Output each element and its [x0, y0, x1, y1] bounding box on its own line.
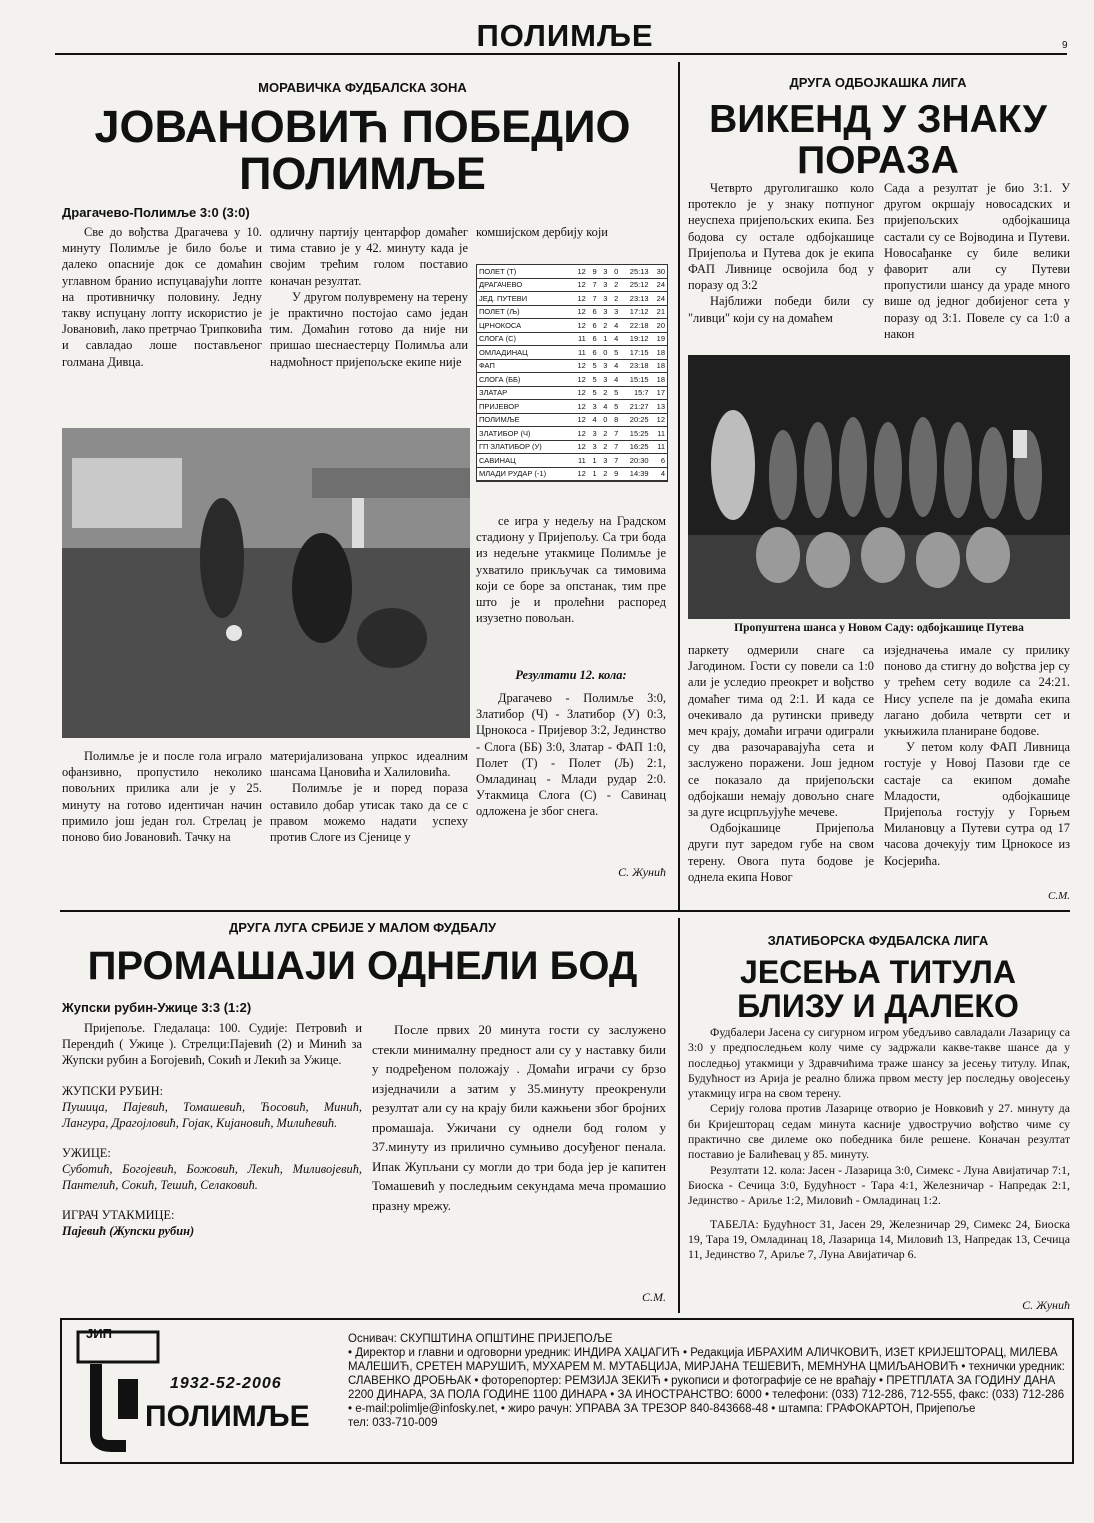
team-stat: 23:18 — [620, 359, 650, 373]
team-stat: 5 — [609, 400, 620, 414]
team-stat: 19 — [651, 332, 667, 346]
standings-row — [477, 427, 667, 441]
team-name: САВИНАЦ — [477, 454, 571, 468]
team-name: ГП ЗЛАТИБОР (У) — [477, 440, 571, 454]
article1-col3: се игра у недељу на Градском стадиону у Пријепољу. Са три бода из недељне утакмице Полимље је ухватило прикључак са тимовима који се боре за опстанак, тим пре што је и пролећни распоред изузетно повољан. — [476, 514, 666, 626]
team-stat: 3 — [599, 373, 610, 387]
team-stat: 15:15 — [620, 373, 650, 387]
team-stat: 4 — [609, 359, 620, 373]
team-stat: 0 — [609, 265, 620, 278]
team-stat: 17:12 — [620, 305, 650, 319]
standings-row — [477, 373, 667, 387]
team-stat: 12 — [571, 427, 587, 441]
article1-signature: С. Жунић — [618, 865, 666, 879]
standings-table — [476, 264, 668, 482]
team-name: ПРИЈЕВОР — [477, 400, 571, 414]
team-stat: 2 — [599, 440, 610, 454]
team2-heading: УЖИЦЕ: — [62, 1145, 111, 1160]
team-stat: 3 — [599, 292, 610, 306]
article2-headline: ВИКЕНД У ЗНАКУ ПОРАЗА — [709, 98, 1047, 182]
team-name: ЗЛАТИБОР (Ч) — [477, 427, 571, 441]
article4-signature: С. Жунић — [1022, 1298, 1070, 1312]
column-divider-top — [678, 62, 680, 910]
team-stat: 2 — [599, 467, 610, 481]
standings-row — [477, 332, 667, 346]
team-stat: 20 — [651, 319, 667, 333]
team-stat: 7 — [609, 427, 620, 441]
team-stat: 18 — [651, 346, 667, 360]
standings-row — [477, 440, 667, 454]
football-match-photo — [62, 428, 470, 738]
team-name: ФАП — [477, 359, 571, 373]
player-of-match: Пајевић (Жупски рубин) — [62, 1224, 195, 1239]
article2-col2: Сада а резултат је био 3:1. У другом окршају новосадских и пријепољских одбојкашица састали су се Војводина и Путеви. Новосађанке су биле велики фаворит али су Путеви пропустили шансу да ураде много више од једног добијеног сета у поразу од 3:1. Повеле су са 1:0 а након — [884, 181, 1070, 341]
volleyball-photo-caption: Пропуштена шанса у Новом Саду: одбојкашице Путева — [734, 622, 1024, 634]
article4-headline: ЈЕСЕЊА ТИТУЛА БЛИЗУ И ДАЛЕКО — [737, 954, 1019, 1024]
team-stat: 11 — [571, 332, 587, 346]
team-name: ОМЛАДИНАЦ — [477, 346, 571, 360]
team-stat: 2 — [609, 278, 620, 292]
team-stat: 19:12 — [620, 332, 650, 346]
team-name: СЛОГА (С) — [477, 332, 571, 346]
team-stat: 25:12 — [620, 278, 650, 292]
standings-row — [477, 467, 667, 481]
team-name: ЦРНОКОСА — [477, 319, 571, 333]
imprint-text — [348, 1332, 1066, 1430]
team-stat: 12 — [651, 413, 667, 427]
team-name: ПОЛЕТ (Љ) — [477, 305, 571, 319]
team-stat: 7 — [588, 292, 599, 306]
article3-signature: С.М. — [642, 1290, 666, 1304]
team-stat: 11 — [571, 454, 587, 468]
team-stat: 5 — [588, 373, 599, 387]
team-name: ЗЛАТАР — [477, 386, 571, 400]
team-stat: 4 — [588, 413, 599, 427]
team-stat: 3 — [599, 359, 610, 373]
team-stat: 3 — [609, 305, 620, 319]
article2-col1-bottom: паркету одмерили снаге са Јагодином. Гости су повели са 1:0 али је уследио преокрет и вођство домаћег тима од 2:1. И када се очекивало да рутински приведу меч крају, домаћи играчи одиграли су два разочаравајућа сета и заслужено поражени. Још једном се показало да пријепољски одбојкаши немају довољно снаге за дуге исцрпљујуће мечеве. Одбојкашице Пријепоља други пут заредом губе на свом терену. Овога пута бодове је однела екипа Новог — [688, 643, 874, 884]
team-stat: 24 — [651, 292, 667, 306]
article1-col3-top: комшијском дербију који — [476, 225, 608, 239]
team-stat: 20:30 — [620, 454, 650, 468]
team-name: СЛОГА (ББ) — [477, 373, 571, 387]
article2-col1: Четврто друголигашко коло протекло је у знаку потпуног неуспеха пријепољских екипа. Без бодова су остале одбојкашице Пријепоља и Путева док је екипа ФАП Ливнице освојила бод у поразу од 3:2 Најближи победи били су "ливци" који су на домаћем — [688, 181, 874, 325]
team1-lineup: Пушица, Пајевић, Томашевић, Ћосовић, Минић, Лангура, Драгојловић, Гојак, Кијановић, Милићевић. — [62, 1099, 362, 1130]
team-stat: 4 — [609, 319, 620, 333]
team-stat: 11 — [651, 440, 667, 454]
team1-heading: ЖУПСКИ РУБИН: — [62, 1083, 164, 1098]
team-stat: 5 — [609, 346, 620, 360]
team-stat: 17 — [651, 386, 667, 400]
standings-row — [477, 346, 667, 360]
team-stat: 6 — [651, 454, 667, 468]
team-stat: 3 — [599, 454, 610, 468]
team-stat: 3 — [588, 400, 599, 414]
team-stat: 9 — [588, 265, 599, 278]
article2-kicker: ДРУГА ОДБОЈКАШКА ЛИГА — [789, 75, 967, 90]
team-stat: 4 — [599, 400, 610, 414]
team-stat: 12 — [571, 373, 587, 387]
imprint-founder: Оснивач: СКУПШТИНА ОПШТИНЕ ПРИЈЕПОЉЕ — [348, 1333, 613, 1345]
standings-row — [477, 386, 667, 400]
standings-row — [477, 265, 667, 278]
article2-signature: С.М. — [1048, 890, 1070, 902]
team-stat: 1 — [588, 467, 599, 481]
team-stat: 21 — [651, 305, 667, 319]
team-stat: 2 — [599, 319, 610, 333]
standings-row — [477, 292, 667, 306]
football-photo-art — [62, 428, 470, 738]
team-name: ПОЛИМЉЕ — [477, 413, 571, 427]
team-stat: 12 — [571, 292, 587, 306]
team-stat: 3 — [599, 305, 610, 319]
team-stat: 12 — [571, 265, 587, 278]
team-stat: 5 — [588, 359, 599, 373]
team-stat: 7 — [588, 278, 599, 292]
team-stat: 15:25 — [620, 427, 650, 441]
team-stat: 21:27 — [620, 400, 650, 414]
column-divider-bottom — [678, 918, 680, 1313]
imprint-staff: • Директор и главни и одговорни уредник: ИНДИРА ХАЏАГИЋ • Редакција ИБРАХИМ АЛИЧКОВИЋ, ИЗЕТ КРИЈЕШТОРАЦ, МИЛЕВА МАЛЕШИЋ, СРЕТЕН МАРУШИЋ, МУХАРЕМ М. МУТАБЦИЈА, МИРЈАНА ТЕШЕВИЋ, МЕМНУНА ЦМИЉАНОВИЋ • технички уредник: СЛАВЕНКО ДРОБЊАК • фоторепортер: РЕМЗИЈА ЗЕКИЋ • рукописи и фотографије се не враћају • ПРЕТПЛАТА ЗА ГОДИНУ ДАНА 2200 ДИНАРА, ЗА ПОЛА ГОДИНЕ 1100 ДИНАРА • ЗА ИНОСТРАНСТВО: 6000 • телефони: (033) 712-286, 712-555, факс: (033) 712-286 — [348, 1347, 1065, 1401]
section-divider — [60, 910, 1070, 912]
article1-col2: одличну партију центарфор домаћег тима ставио је у 42. минуту када је својим трећим голом поставио коначан резултат. У другом полувремену на терену је практично постојао само један тим. Домаћин готово да није ни пришао шеснаестерцу Полимља али надмоћност пријепољске екипе није — [270, 225, 468, 369]
team-stat: 3 — [599, 265, 610, 278]
team2-lineup: Суботић, Богојевић, Божовић, Лекић, Миливојевић, Пантелић, Сокић, Тешић, Селаковић. — [62, 1162, 362, 1193]
article1-bottom-col2: материјализована упркос идеалним шансама Цановића и Халиловића. Полимље је и поред пораза оставило добар утисак тако да се с правом можемо надати успеху против Слоге из Сјенице у — [270, 749, 468, 845]
team-stat: 9 — [609, 467, 620, 481]
team-name: ПОЛЕТ (Т) — [477, 265, 571, 278]
volleyball-team-photo — [688, 355, 1070, 619]
team-stat: 1 — [588, 454, 599, 468]
team-stat: 20:25 — [620, 413, 650, 427]
team-name: МЛАДИ РУДАР (-1) — [477, 467, 571, 481]
results-text: Драгачево - Полимље 3:0, Златибор (Ч) - Златибор (У) 0:3, Црнокоса - Пријевор 3:2, Јединство - Слога (ББ) 3:0, Златар - ФАП 1:0, Полет (Т) - Полет (Љ) 2:1, Омладинац - Млади рудар 2:0. Утакмица Слога (С) - Савинац одложена је због снега. — [476, 691, 666, 819]
team-name: ЈЕД. ПУТЕВИ — [477, 292, 571, 306]
team-stat: 4 — [651, 467, 667, 481]
team-stat: 14:39 — [620, 467, 650, 481]
standings-row — [477, 278, 667, 292]
team-stat: 2 — [599, 427, 610, 441]
article1-kicker: МОРАВИЧКА ФУДБАЛСКА ЗОНА — [258, 80, 467, 95]
team-stat: 18 — [651, 359, 667, 373]
masthead-rule — [55, 53, 1067, 55]
team-stat: 3 — [588, 427, 599, 441]
standings-row — [477, 359, 667, 373]
article3-headline: ПРОМАШАЈИ ОДНЕЛИ БОД — [87, 944, 638, 988]
results-heading: Резултати 12. кола: — [515, 668, 627, 682]
team-stat: 12 — [571, 413, 587, 427]
article3-col1: Пријепоље. Гледалаца: 100. Судије: Петровић и Перендић ( Ужице ). Стрелци:Пајевић (2) и Минић за Жупски рубин а Богојевић, Сокић и Лекић за Ужице. ЖУПСКИ РУБИН: Пушица, Пајевић, Томашевић, Ћосовић, Минић, Лангура, Драгојловић, Гојак, Кијановић, Милићевић. УЖИЦЕ: Суботић, Богојевић, Божовић, Лекић, Миливојевић, Пантелић, Сокић, Тешић, Селаковић. ИГРАЧ УТАКМИЦЕ: Пајевић (Жупски рубин) — [62, 1021, 362, 1239]
standings-row — [477, 413, 667, 427]
article1-col1: Све до вођства Драгачева у 10. минуту Полимље је било боље и далеко опасније док се домаћин углавном бранио испуцавајући лопте на противничку половину. Једну такву испуцану лопту искористио је Јовановић, лако претрчао Трипковића и савладао лоше постављеног голмана Дивца. — [62, 225, 262, 369]
team-stat: 4 — [609, 332, 620, 346]
team-stat: 2 — [609, 292, 620, 306]
team-stat: 12 — [571, 440, 587, 454]
article1-bottom-col1: Полимље је и после гола играло офанзивно, пропустило неколико повољних прилика али је у 25. минуту на готово идентичан начин примило још један гол. Стрелац је поново био Јовановић. Тачку на — [62, 749, 262, 845]
team-stat: 5 — [588, 386, 599, 400]
team-stat: 17:15 — [620, 346, 650, 360]
article3-kicker: ДРУГА ЛУГА СРБИЈЕ У МАЛОМ ФУДБАЛУ — [228, 920, 497, 935]
team-stat: 6 — [588, 346, 599, 360]
article4-body: Фудбалери Јасена су сигурном игром убедљиво савладали Лазарицу са 3:0 у предпоследњем колу чиме су задржали какве-такве шансе да у последњој утакмици у Здравчићима траже шансу за јесењу титулу. Ипак, Будућност из Арија је реално ближа првом месту јер последњу овојесењу утакмицу игра на свом терену. Серију голова против Лазарице отворио је Новковић у 27. минуту да би Кријешторац седам минута касније удвостручио вођство чиме су практично све дилеме око победника биле решене. Коначан резултат поставио је Балићевац у 85. минуту. Резултати 12. кола: Јасен - Лазарица 3:0, Симекс - Луна Авијатичар 7:1, Биоска - Сечица 3:0, Будућност - Тара 4:1, Железничар - Напредак 2:1, Јединство - Ариље 1:2, Миловић - Омладинац 1:2. ТАБЕЛА: Будућност 31, Јасен 29, Железничар 29, Симекс 24, Биоска 19, Тара 19, Омладинац 18, Лазарица 14, Миловић 13, Напредак 13, Сечица 11, Јединство 7, Ариље 7, Луна Авијатичар 6. — [688, 1025, 1070, 1262]
team-stat: 23:13 — [620, 292, 650, 306]
team-stat: 15:7 — [620, 386, 650, 400]
team-stat: 22:18 — [620, 319, 650, 333]
standings-row — [477, 400, 667, 414]
volleyball-photo-art — [688, 355, 1070, 619]
team-stat: 13 — [651, 400, 667, 414]
team-stat: 7 — [609, 440, 620, 454]
team-stat: 12 — [571, 386, 587, 400]
player-of-match-heading: ИГРАЧ УТАКМИЦЕ: — [62, 1208, 175, 1223]
team-stat: 12 — [571, 400, 587, 414]
team-stat: 4 — [609, 373, 620, 387]
team-stat: 12 — [571, 305, 587, 319]
team-stat: 12 — [571, 359, 587, 373]
team-stat: 16:25 — [620, 440, 650, 454]
team-stat: 6 — [588, 319, 599, 333]
logo-name: ПОЛИМЉЕ — [145, 1400, 310, 1433]
team-stat: 24 — [651, 278, 667, 292]
team-stat: 2 — [599, 386, 610, 400]
article3-subhead: Жупски рубин-Ужице 3:3 (1:2) — [62, 1000, 252, 1015]
team-stat: 0 — [599, 413, 610, 427]
team-stat: 7 — [609, 454, 620, 468]
masthead-title: ПОЛИМЉЕ — [476, 18, 654, 53]
team-stat: 0 — [599, 346, 610, 360]
team-stat: 5 — [609, 386, 620, 400]
article1-subhead: Драгачево-Полимље 3:0 (3:0) — [62, 205, 250, 220]
team-stat: 6 — [588, 305, 599, 319]
team-stat: 12 — [571, 319, 587, 333]
team-stat: 3 — [599, 278, 610, 292]
article1-headline: ЈОВАНОВИЋ ПОБЕДИО ПОЛИМЉЕ — [94, 101, 631, 200]
team-stat: 18 — [651, 373, 667, 387]
article4-kicker: ЗЛАТИБОРСКА ФУДБАЛСКА ЛИГА — [767, 933, 989, 948]
standings-row — [477, 305, 667, 319]
logo-initials: ЈИП — [86, 1326, 112, 1341]
standings-row — [477, 319, 667, 333]
standings-row — [477, 454, 667, 468]
team-stat: 6 — [588, 332, 599, 346]
team-stat: 30 — [651, 265, 667, 278]
page-number: 9 — [1062, 40, 1068, 51]
team-stat: 11 — [651, 427, 667, 441]
team-stat: 25:13 — [620, 265, 650, 278]
imprint-phone: тел: 033-710-009 — [348, 1417, 438, 1429]
team-stat: 12 — [571, 467, 587, 481]
team-name: ДРАГАЧЕВО — [477, 278, 571, 292]
team-stat: 11 — [571, 346, 587, 360]
team-stat: 1 — [599, 332, 610, 346]
team-stat: 12 — [571, 278, 587, 292]
team-stat: 3 — [588, 440, 599, 454]
article3-col2: После првих 20 минута гости су заслужено стекли минималну предност али су у наставку били у подређеном положају . Домаћи играчи су брзо изједначили а затим у 35.минуту преокренули резултат али су на крају били кажњени због бројних промашаја. Ужичани су однели бод голом у 37.минуту из прилично сумњиво досуђеног пенала. Ипак Жупљани су могли до три бода јер је капитен Томашевић у последњим секундама меча промашио празну мрежу. — [372, 1022, 666, 1213]
logo-years: 1932-52-2006 — [170, 1375, 282, 1392]
imprint-contacts: • e-mail:polimlje@infosky.net, • жиро рачун: УПРАВА ЗА ТРЕЗОР 840-843668-48 • штампа: ГРАФОКАРТОН, Пријепоље — [348, 1403, 976, 1415]
team-stat: 8 — [609, 413, 620, 427]
article2-col2-bottom: изједначења имале су прилику поново да стигну до вођства јер су у трећем сету водиле са 24:21. Нису успеле па је домаћа екипа лагано добила четврти сет и укњижила планиране бодове. У петом колу ФАП Ливница гостује у Новој Пазови где се састаје са екипом домаће Младости, одбојкашице Пријепоља гостују у Горњем Милановцу а Путеви сутра од 17 часова дочекују тим Црнокосе из Косјерића. — [884, 643, 1070, 868]
